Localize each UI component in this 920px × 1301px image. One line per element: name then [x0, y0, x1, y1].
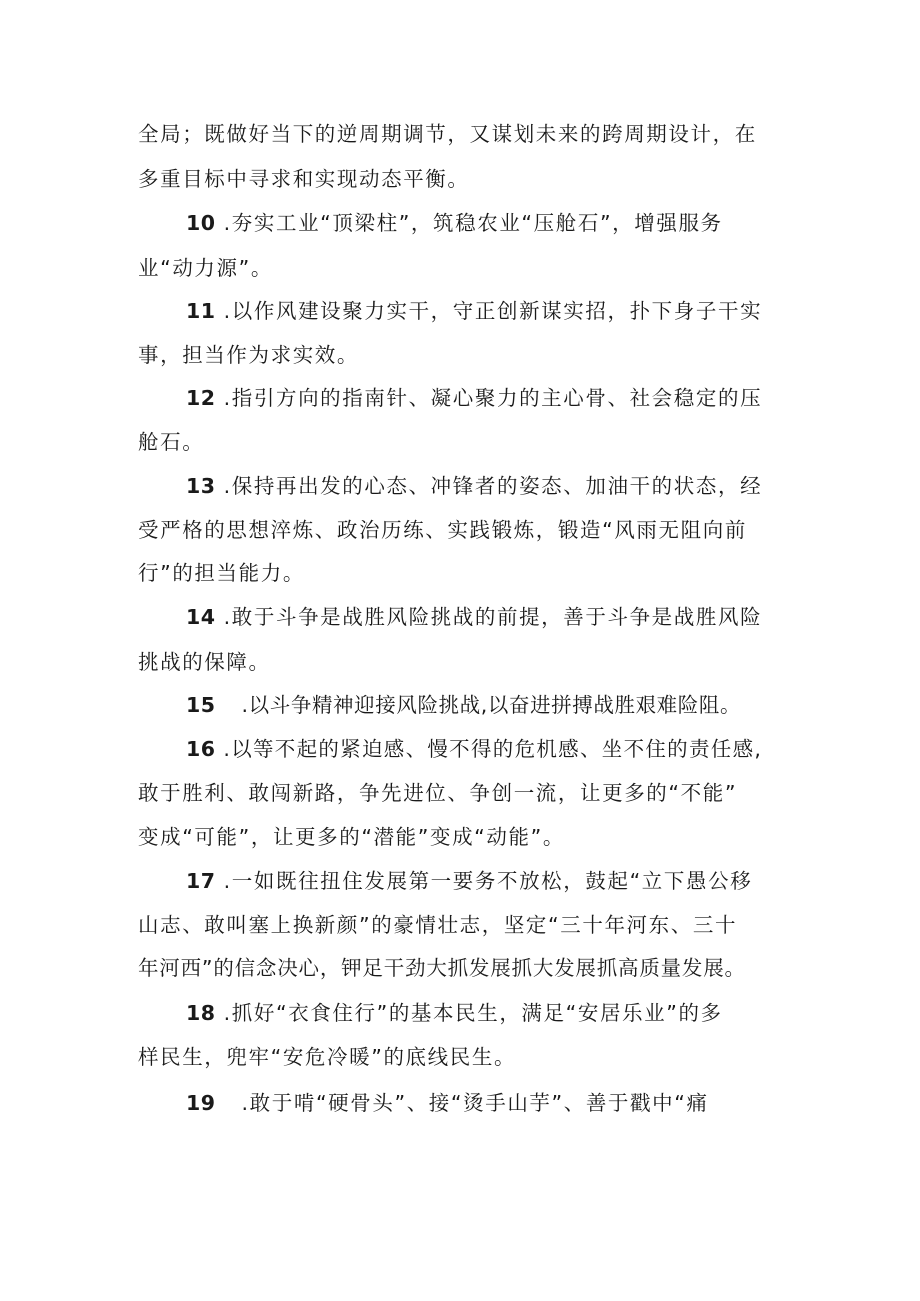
numbered-item-15: [186, 693, 741, 717]
paragraph-line: 保持再出发的心态、冲锋者的姿态、加油干的状态，经: [231, 474, 763, 498]
item-number: 19: [186, 1091, 216, 1115]
paragraph-line: 一如既往扭住发展第一要务不放松，鼓起“立下愚公移: [231, 869, 753, 893]
paragraph-line: 敢于斗争是战胜风险挑战的前提，善于斗争是战胜风险: [231, 605, 763, 629]
paragraph-line: 抓好“衣食住行”的基本民生，满足“安居乐业”的多: [231, 1001, 723, 1025]
item-separator: .: [223, 299, 232, 323]
item-number: 12: [186, 386, 216, 410]
paragraph-line: 敢于啃“硬骨头”、接“烫手山芋”、善于戳中“痛: [249, 1091, 709, 1115]
paragraph-line: 全局；既做好当下的逆周期调节，又谋划未来的跨周期设计，在: [138, 122, 757, 146]
paragraph-line: 业“动力源”。: [138, 256, 273, 280]
numbered-item-14: [186, 605, 762, 629]
paragraph-line: 事，担当作为求实效。: [138, 343, 359, 367]
item-number: 10: [186, 211, 216, 235]
item-number: 16: [186, 737, 216, 761]
item-number: 14: [186, 605, 216, 629]
item-separator: .: [223, 474, 232, 498]
paragraph-line: 以作风建设聚力实干，守正创新谋实招，扑下身子干实: [231, 299, 763, 323]
paragraph-line: 受严格的思想淬炼、政治历练、实践锻炼，锻造“风雨无阻向前: [138, 518, 747, 542]
numbered-item-11: [186, 299, 762, 323]
numbered-item-12: [186, 386, 762, 410]
item-number: 13: [186, 474, 216, 498]
numbered-item-13: [186, 474, 762, 498]
item-number: 17: [186, 869, 216, 893]
numbered-item-16: [186, 737, 762, 761]
paragraph-line: 指引方向的指南针、凝心聚力的主心骨、社会稳定的压: [231, 386, 763, 410]
paragraph-line: 以斗争精神迎接风险挑战,以奋进拼搏战胜艰难险阻。: [248, 693, 742, 717]
item-separator: .: [223, 211, 232, 235]
paragraph-line: 样民生，兜牢“安危冷暖”的底线民生。: [138, 1045, 517, 1069]
paragraph-line: 敢于胜利、敢闯新路，争先进位、争创一流，让更多的“不能”: [138, 781, 738, 805]
paragraph-line: 年河西”的信念决心，钾足干劲大抓发展抓大发展抓高质量发展。: [138, 956, 746, 980]
paragraph-line: 行”的担当能力。: [138, 561, 305, 585]
paragraph-line: 舱石。: [138, 430, 205, 454]
item-separator: .: [223, 386, 232, 410]
item-separator: .: [241, 693, 249, 717]
paragraph-line: 挑战的保障。: [138, 650, 271, 674]
numbered-item-10: [186, 211, 723, 235]
item-separator: .: [223, 605, 232, 629]
item-number: 15: [186, 693, 216, 717]
paragraph-line: 夯实工业“顶梁柱”，筑稳农业“压舱石”，增强服务: [231, 211, 723, 235]
numbered-item-18: [186, 1001, 723, 1025]
item-separator: .: [223, 869, 232, 893]
item-number: 11: [186, 299, 216, 323]
paragraph-line: 多重目标中寻求和实现动态平衡。: [138, 167, 470, 191]
paragraph-line: 以等不起的紧迫感、慢不得的危机感、坐不住的责任感,: [231, 737, 763, 761]
numbered-item-17: [186, 869, 752, 893]
numbered-item-19: [186, 1091, 709, 1115]
item-separator: .: [223, 1001, 232, 1025]
item-separator: .: [241, 1091, 250, 1115]
paragraph-line: 山志、敢叫塞上换新颜”的豪情壮志，坚定“三十年河东、三十: [138, 913, 738, 937]
paragraph-line: 变成“可能”，让更多的“潜能”变成“动能”。: [138, 825, 565, 849]
item-separator: .: [223, 737, 232, 761]
item-number: 18: [186, 1001, 216, 1025]
